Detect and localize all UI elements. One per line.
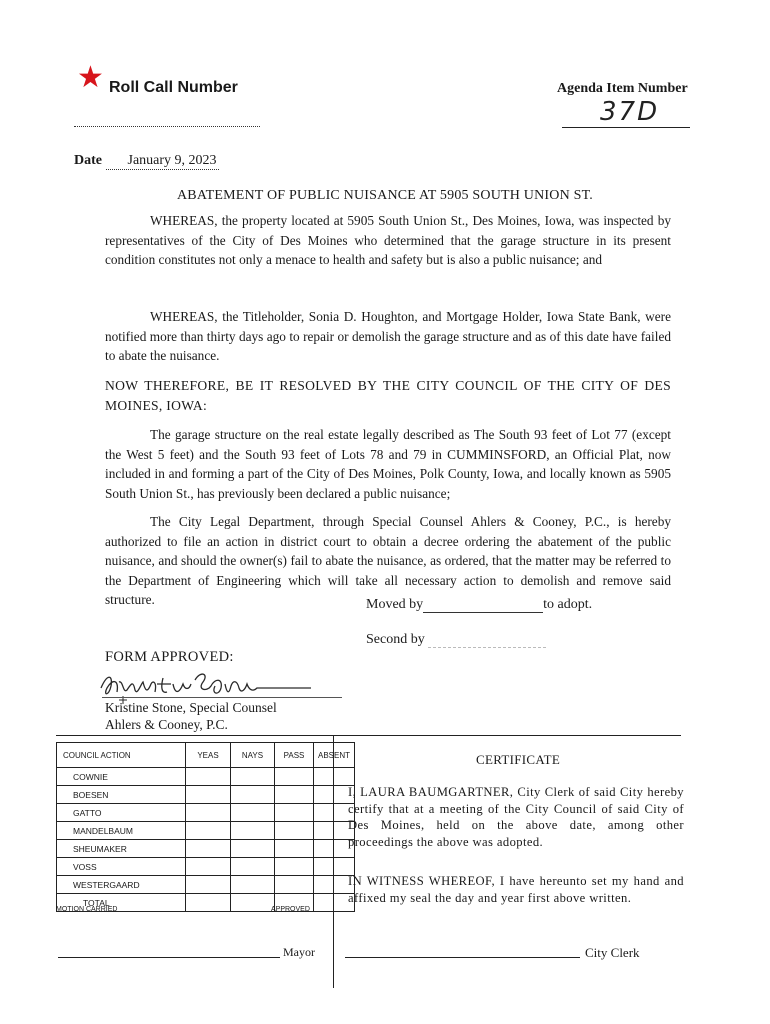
resolved-paragraph: NOW THEREFORE, BE IT RESOLVED BY THE CITY COUNCIL OF THE CITY OF DES MOINES, IOWA: bbox=[105, 378, 671, 413]
vote-cell bbox=[231, 894, 275, 912]
table-row bbox=[57, 858, 355, 876]
red-star-icon: ★ bbox=[77, 60, 104, 95]
table-row bbox=[57, 768, 355, 786]
vote-cell bbox=[231, 768, 275, 786]
whereas-paragraph-1: WHEREAS, the property located at 5905 South Union St., Des Moines, Iowa, was inspected by representatives of the City of Des Moines who determined that the garage structure in its present condition constitutes not only a menace to health and safety but is also a public nuisance; and bbox=[105, 213, 671, 268]
vote-cell bbox=[314, 768, 355, 786]
motion-carried-label: MOTION CARRIED bbox=[56, 906, 118, 913]
clerk-signature-line bbox=[345, 957, 580, 958]
second-by-line bbox=[428, 647, 546, 648]
table-row bbox=[57, 822, 355, 840]
vote-cell bbox=[231, 876, 275, 894]
vote-cell bbox=[186, 894, 231, 912]
table-header-row bbox=[57, 743, 355, 768]
mayor-label: Mayor bbox=[283, 945, 315, 959]
vote-cell bbox=[186, 876, 231, 894]
header-nays: NAYS bbox=[231, 743, 275, 768]
vote-cell bbox=[231, 804, 275, 822]
date-label: Date bbox=[74, 153, 102, 168]
vote-cell bbox=[275, 876, 314, 894]
moved-by-line bbox=[423, 612, 543, 613]
vote-cell bbox=[186, 822, 231, 840]
vote-cell bbox=[186, 786, 231, 804]
vote-cell bbox=[275, 840, 314, 858]
signature-line bbox=[102, 697, 342, 698]
member-name: MANDELBAUM bbox=[57, 822, 186, 840]
council-action-table bbox=[56, 742, 355, 912]
date-value: January 9, 2023 bbox=[106, 153, 219, 170]
section-divider bbox=[56, 735, 681, 736]
moved-by-suffix: to adopt. bbox=[543, 597, 593, 612]
approved-label: APPROVED bbox=[271, 906, 310, 913]
agenda-number-line bbox=[562, 127, 690, 128]
member-name: GATTO bbox=[57, 804, 186, 822]
member-name: SHEUMAKER bbox=[57, 840, 186, 858]
vote-cell bbox=[231, 786, 275, 804]
witness-text: IN WITNESS WHEREOF, I have hereunto set my hand and affixed my seal the day and year first above written. bbox=[348, 874, 684, 905]
vote-cell bbox=[275, 822, 314, 840]
vote-cell bbox=[231, 858, 275, 876]
member-name: COWNIE bbox=[57, 768, 186, 786]
table-row bbox=[57, 786, 355, 804]
moved-by-label: Moved by bbox=[366, 597, 424, 612]
second-by-label: Second by bbox=[366, 632, 425, 647]
counsel-block bbox=[105, 699, 277, 733]
vote-cell bbox=[275, 804, 314, 822]
moved-by-row bbox=[366, 597, 592, 613]
vote-cell bbox=[186, 858, 231, 876]
vote-cell bbox=[186, 804, 231, 822]
mayor-signature-line bbox=[58, 957, 280, 958]
vote-cell bbox=[231, 840, 275, 858]
member-name: BOESEN bbox=[57, 786, 186, 804]
legal-description-paragraph: The garage structure on the real estate legally described as The South 93 feet of Lot 77 (except the West 5 feet) and the South 93 feet of Lots 78 and 79 in CUMMINSFORD, an Official Plat, now included in and forming a part of the City of Des Moines, Polk County, Iowa, and locally known as 5905 South Union St., has previously been declared a public nuisance; bbox=[105, 427, 671, 501]
vote-cell bbox=[275, 858, 314, 876]
certificate-title: CERTIFICATE bbox=[476, 752, 561, 767]
second-by-row bbox=[366, 632, 546, 648]
vote-cell bbox=[275, 768, 314, 786]
table-row bbox=[57, 876, 355, 894]
header-pass: PASS bbox=[275, 743, 314, 768]
roll-call-label: Roll Call Number bbox=[109, 79, 238, 96]
table-row bbox=[57, 840, 355, 858]
header-absent: ABSENT bbox=[314, 743, 355, 768]
member-name: WESTERGAARD bbox=[57, 876, 186, 894]
city-clerk-label: City Clerk bbox=[585, 945, 640, 960]
certificate-text: I, LAURA BAUMGARTNER, City Clerk of said City hereby certify that at a meeting of the City Council of said City of Des Moines, held on the above date, among other proceedings the above was adopted. bbox=[348, 785, 684, 849]
form-approved-label: FORM APPROVED: bbox=[105, 649, 234, 665]
vote-cell bbox=[186, 768, 231, 786]
agenda-item-number: 37D bbox=[600, 97, 660, 127]
table-row bbox=[57, 804, 355, 822]
vote-cell bbox=[275, 786, 314, 804]
total-label: TOTAL bbox=[57, 894, 186, 912]
header-council-action: COUNCIL ACTION bbox=[57, 743, 186, 768]
date-row bbox=[74, 153, 219, 170]
whereas-paragraph-2: WHEREAS, the Titleholder, Sonia D. Houghton, and Mortgage Holder, Iowa State Bank, were notified more than thirty days ago to repair or demolish the garage structure and as of this date have failed to abate the nuisance. bbox=[105, 309, 671, 364]
vote-cell bbox=[186, 840, 231, 858]
vote-cell bbox=[231, 822, 275, 840]
roll-call-number-line bbox=[74, 126, 260, 127]
header-yeas: YEAS bbox=[186, 743, 231, 768]
counsel-firm: Ahlers & Cooney, P.C. bbox=[105, 717, 228, 732]
counsel-name: Kristine Stone, Special Counsel bbox=[105, 700, 277, 715]
agenda-item-label: Agenda Item Number bbox=[557, 81, 688, 96]
resolution-title: ABATEMENT OF PUBLIC NUISANCE AT 5905 SOUTH UNION ST. bbox=[176, 188, 594, 203]
legal-department-paragraph: The City Legal Department, through Special Counsel Ahlers & Cooney, P.C., is hereby authorized to file an action in district court to obtain a decree ordering the abatement of the public nuisance, and should the owner(s) fail to abate the nuisance, as ordered, that the matter may be referred to the Department of Engineering which will take all necessary action to demolish and remove said structure. bbox=[105, 514, 671, 608]
member-name: VOSS bbox=[57, 858, 186, 876]
